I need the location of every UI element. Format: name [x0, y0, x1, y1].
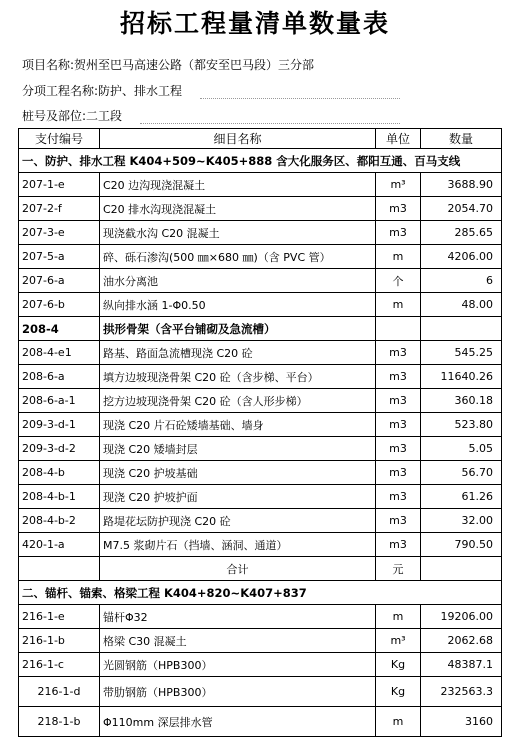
row-code: 207-6-b — [19, 293, 100, 317]
station-value: 二工段 — [86, 109, 123, 123]
subproject-name-value: 防护、排水工程 — [98, 84, 183, 98]
table-row — [19, 653, 502, 677]
row-name: 带肋钢筋（HPB300） — [100, 677, 376, 707]
row-name: 拱形骨架（含平台铺砌及急流槽） — [100, 317, 376, 341]
row-qty: 523.80 — [421, 413, 502, 437]
row-code: 208-4-b-1 — [19, 485, 100, 509]
table-row — [19, 677, 502, 707]
row-unit: m — [376, 605, 421, 629]
row-code: 208-4 — [19, 317, 100, 341]
row-code: 207-3-e — [19, 221, 100, 245]
row-qty: 3160 — [421, 707, 502, 737]
row-name: 碎、砾石渗沟(500 ㎜×680 ㎜)（含 PVC 管） — [100, 245, 376, 269]
row-unit: m — [376, 707, 421, 737]
row-name: 格梁 C30 混凝土 — [100, 629, 376, 653]
row-unit: m3 — [376, 197, 421, 221]
row-name: 现浇 C20 护坡基础 — [100, 461, 376, 485]
row-unit: 元 — [376, 557, 421, 581]
row-name: 现浇 C20 片石砼矮墙基础、墙身 — [100, 413, 376, 437]
row-qty — [421, 557, 502, 581]
row-name: Φ110mm 深层排水管 — [100, 707, 376, 737]
row-unit: m3 — [376, 365, 421, 389]
row-code: 208-4-b-2 — [19, 509, 100, 533]
row-unit: m³ — [376, 173, 421, 197]
row-unit: m3 — [376, 485, 421, 509]
row-code: 216-1-c — [19, 653, 100, 677]
row-name: 现浇 C20 矮墙封层 — [100, 437, 376, 461]
row-unit: m — [376, 293, 421, 317]
row-code: 216-1-b — [19, 629, 100, 653]
row-unit: m³ — [376, 629, 421, 653]
row-name: 纵向排水涵 1-Φ0.50 — [100, 293, 376, 317]
fill-line — [200, 90, 400, 99]
fill-line — [140, 115, 400, 124]
row-unit: m3 — [376, 461, 421, 485]
row-qty: 61.26 — [421, 485, 502, 509]
table-row — [19, 365, 502, 389]
table-row — [19, 317, 502, 341]
table-row — [19, 509, 502, 533]
station-label: 桩号及部位: — [22, 109, 87, 123]
row-name: 路堤花坛防护现浇 C20 砼 — [100, 509, 376, 533]
row-qty: 32.00 — [421, 509, 502, 533]
row-name: 现浇截水沟 C20 混凝土 — [100, 221, 376, 245]
row-qty: 48387.1 — [421, 653, 502, 677]
table-row — [19, 269, 502, 293]
row-code: 208-6-a-1 — [19, 389, 100, 413]
row-qty: 5.05 — [421, 437, 502, 461]
project-name-line — [22, 56, 314, 73]
row-name: 合计 — [100, 557, 376, 581]
total-row — [19, 557, 502, 581]
row-code: 208-4-e1 — [19, 341, 100, 365]
subproject-name-label: 分项工程名称: — [22, 84, 99, 98]
row-unit: m3 — [376, 341, 421, 365]
row-name: 油水分离池 — [100, 269, 376, 293]
row-code: 207-2-f — [19, 197, 100, 221]
row-unit: m3 — [376, 533, 421, 557]
row-name: 现浇 C20 护坡护面 — [100, 485, 376, 509]
row-code: 209-3-d-1 — [19, 413, 100, 437]
table-row — [19, 437, 502, 461]
row-name: C20 排水沟现浇混凝土 — [100, 197, 376, 221]
table-row — [19, 389, 502, 413]
row-name: 挖方边坡现浇骨架 C20 砼（含人形步梯） — [100, 389, 376, 413]
row-qty: 360.18 — [421, 389, 502, 413]
section-title: 一、防护、排水工程 K404+509~K405+888 含大化服务区、都阳互通、百马支线 — [19, 149, 502, 173]
row-code: 216-1-e — [19, 605, 100, 629]
row-unit: Kg — [376, 653, 421, 677]
row-code — [19, 557, 100, 581]
table-row — [19, 293, 502, 317]
subproject-name-line — [22, 82, 400, 99]
table-row — [19, 197, 502, 221]
row-qty: 2062.68 — [421, 629, 502, 653]
table-row — [19, 533, 502, 557]
row-code: 207-1-e — [19, 173, 100, 197]
table-row — [19, 221, 502, 245]
table-header-row — [19, 129, 502, 149]
table-row — [19, 629, 502, 653]
header-qty: 数量 — [421, 129, 502, 149]
row-qty: 285.65 — [421, 221, 502, 245]
row-code: 420-1-a — [19, 533, 100, 557]
row-qty: 3688.90 — [421, 173, 502, 197]
table-row — [19, 605, 502, 629]
quantity-table — [18, 128, 502, 737]
row-name: M7.5 浆砌片石（挡墙、涵洞、通道） — [100, 533, 376, 557]
row-code: 207-5-a — [19, 245, 100, 269]
row-code: 207-6-a — [19, 269, 100, 293]
row-unit — [376, 317, 421, 341]
header-unit: 单位 — [376, 129, 421, 149]
row-qty: 545.25 — [421, 341, 502, 365]
row-code: 216-1-d — [19, 677, 100, 707]
section-row — [19, 581, 502, 605]
station-line — [22, 107, 400, 124]
row-qty: 232563.3 — [421, 677, 502, 707]
row-unit: m3 — [376, 437, 421, 461]
header-name: 细目名称 — [100, 129, 376, 149]
row-code: 208-4-b — [19, 461, 100, 485]
row-unit: 个 — [376, 269, 421, 293]
row-qty — [421, 317, 502, 341]
row-qty: 6 — [421, 269, 502, 293]
row-code: 209-3-d-2 — [19, 437, 100, 461]
table-row — [19, 461, 502, 485]
row-qty: 790.50 — [421, 533, 502, 557]
row-unit: m — [376, 245, 421, 269]
row-unit: m3 — [376, 389, 421, 413]
table-row — [19, 173, 502, 197]
row-name: 光圆钢筋（HPB300） — [100, 653, 376, 677]
row-name: 锚杆Φ32 — [100, 605, 376, 629]
header-code: 支付编号 — [19, 129, 100, 149]
row-qty: 4206.00 — [421, 245, 502, 269]
row-qty: 48.00 — [421, 293, 502, 317]
row-qty: 56.70 — [421, 461, 502, 485]
table-row — [19, 707, 502, 737]
row-name: 填方边坡现浇骨架 C20 砼（含步梯、平台） — [100, 365, 376, 389]
row-unit: m3 — [376, 509, 421, 533]
section-row — [19, 149, 502, 173]
table-row — [19, 341, 502, 365]
row-code: 218-1-b — [19, 707, 100, 737]
table-row — [19, 413, 502, 437]
row-qty: 2054.70 — [421, 197, 502, 221]
row-unit: m3 — [376, 413, 421, 437]
table-row — [19, 485, 502, 509]
row-qty: 19206.00 — [421, 605, 502, 629]
project-name-value: 贺州至巴马高速公路（都安至巴马段）三分部 — [74, 58, 315, 72]
row-unit: m3 — [376, 221, 421, 245]
row-name: 路基、路面急流槽现浇 C20 砼 — [100, 341, 376, 365]
row-code: 208-6-a — [19, 365, 100, 389]
section-title: 二、锚杆、锚索、格梁工程 K404+820~K407+837 — [19, 581, 502, 605]
table-row — [19, 245, 502, 269]
row-qty: 11640.26 — [421, 365, 502, 389]
page-title: 招标工程量清单数量表 — [119, 9, 390, 38]
project-name-label: 项目名称: — [22, 58, 75, 72]
row-unit: Kg — [376, 677, 421, 707]
row-name: C20 边沟现浇混凝土 — [100, 173, 376, 197]
